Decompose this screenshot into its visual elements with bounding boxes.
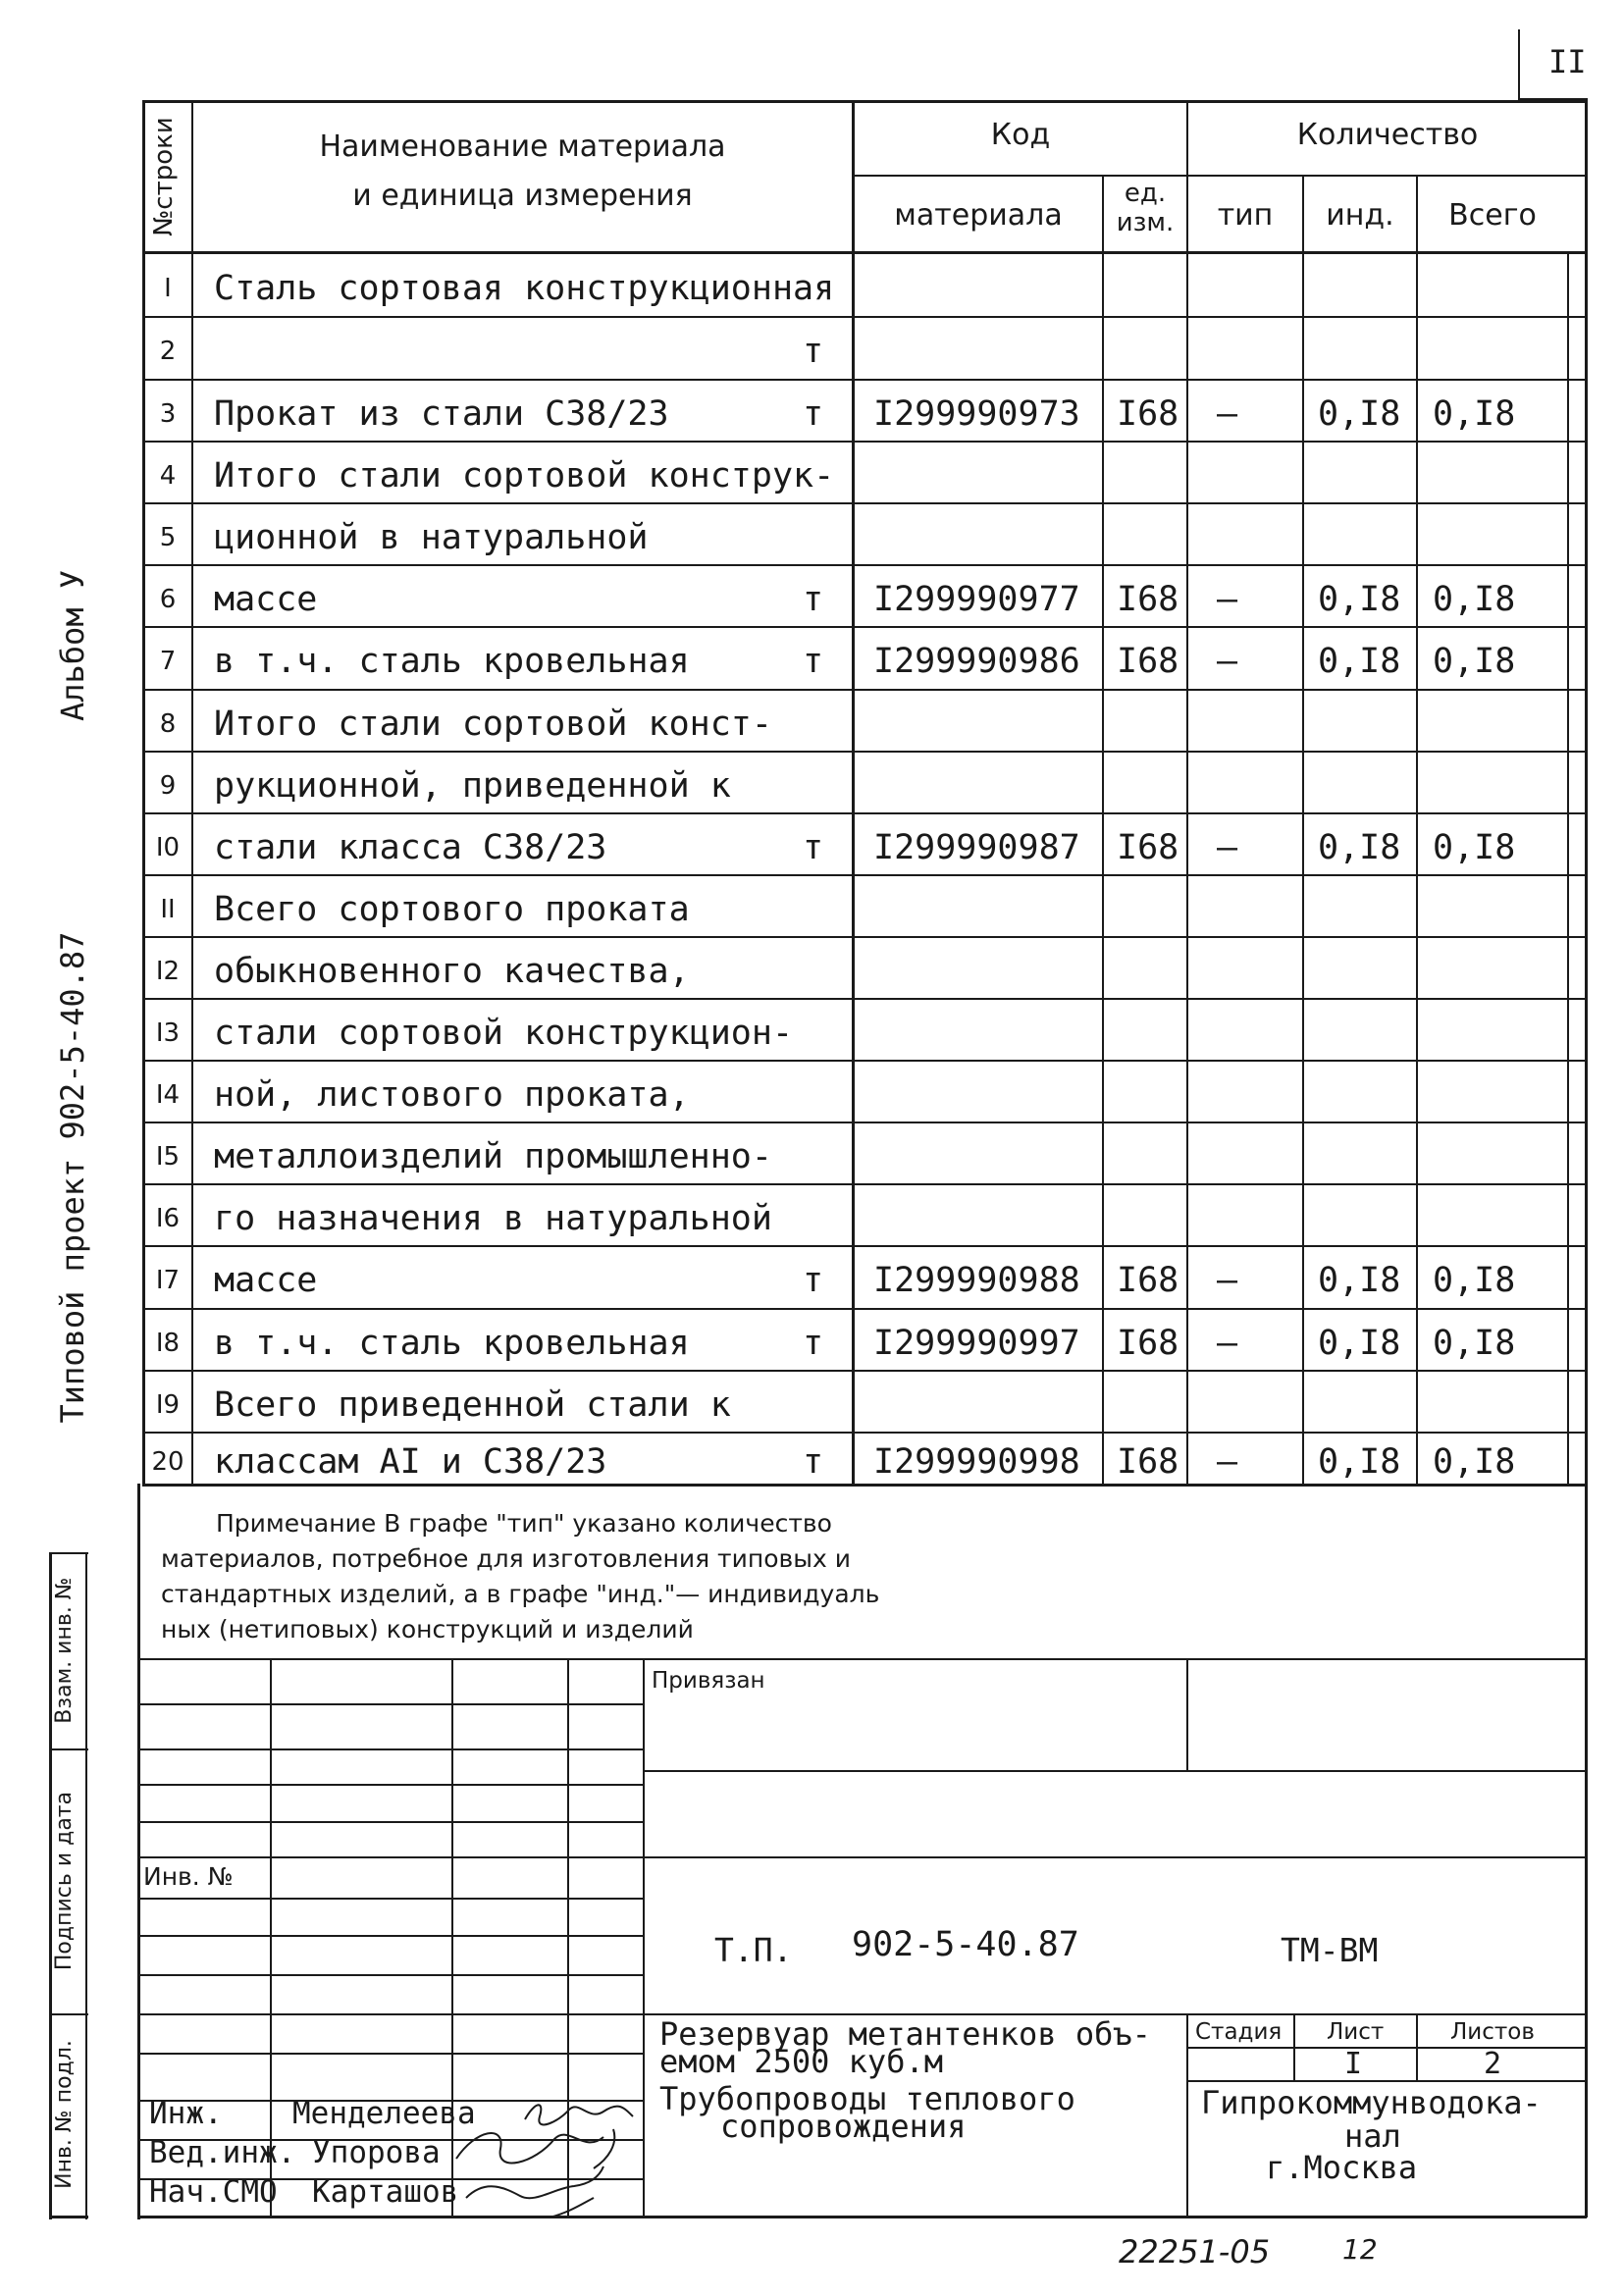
material-code: I299990973 [873,393,1080,434]
material-code: I299990998 [873,1441,1080,1482]
stamp-strip-right [85,1552,87,2219]
unit-label: т [803,1261,824,1300]
header-quantity: Количество [1296,118,1479,152]
qty-ind: 0,I8 [1318,1261,1401,1300]
tb-stage-mid [1186,2047,1587,2049]
row-separator [142,936,1587,938]
row-separator [142,1183,1587,1185]
header-q-ind: инд. [1326,198,1394,233]
tb-h4 [137,1821,645,1823]
header-code: Код [990,118,1051,152]
qty-type: – [1217,1441,1238,1482]
qty-total: 0,I8 [1433,1441,1516,1482]
row-separator [142,316,1587,318]
unit-code: I68 [1117,1323,1179,1363]
qty-total: 0,I8 [1433,1261,1516,1300]
material-code: I299990987 [873,827,1080,867]
qty-ind: 0,I8 [1318,393,1401,434]
header-bottom [142,251,1587,254]
material-name: в т.ч. сталь кровельная [214,642,690,681]
row-number: 2 [159,337,177,366]
tb-stage-bot [1186,2080,1587,2082]
material-code: I299990977 [873,579,1080,619]
unit-code: I68 [1117,1441,1179,1482]
qty-ind: 0,I8 [1318,579,1401,619]
row-separator [142,1245,1587,1247]
material-name: обыкновенного качества, [214,951,690,991]
row-number: I2 [155,956,181,986]
note-line2: материалов, потребное для изготовления типовых и [161,1544,851,1573]
tb-privyazan-bottom [643,1770,1587,1772]
unit-label: т [803,642,824,681]
title-line4: сопровождения [720,2108,967,2145]
org-line3: г.Москва [1266,2149,1418,2186]
tb-h10 [137,2053,645,2055]
material-name: классам AI и С38/23 [214,1441,607,1482]
row-number: 20 [151,1446,184,1477]
note-line4: ных (нетиповых) конструкций и изделий [161,1615,694,1644]
col-line-name [852,100,855,1486]
inv-no-label: Инв. № [143,1862,234,1891]
material-name: стали класса С38/23 [214,827,607,867]
tp-number: 902-5-40.87 [852,1925,1079,1964]
qty-type: – [1217,393,1238,434]
side-album: Альбом У [54,569,91,721]
header-q-type: тип [1217,198,1274,233]
table-top [142,100,1587,103]
row-number: I5 [155,1141,181,1172]
doc-code: ТМ-ВМ [1281,1931,1379,1969]
material-name: Прокат из стали С38/23 [214,393,669,434]
footer-doc-number: 22251-05 [1119,2233,1271,2270]
footer-page: 12 [1342,2233,1378,2266]
page-number: II [1548,43,1587,80]
signer-1-role: Инж. [149,2096,223,2131]
qty-total: 0,I8 [1433,1323,1516,1363]
unit-label: т [803,393,824,434]
tb-stage-left [1186,2013,1188,2218]
col-line-ed [1186,100,1188,1486]
header-name-line2: и единица измерения [352,179,693,213]
unit-code: I68 [1117,1261,1179,1300]
stamp-vzam: Взам. инв. № [52,1577,77,1724]
material-name: Сталь сортовая конструкционная [214,269,835,308]
row-number: 3 [159,398,177,429]
tb-privyazan-div [1186,1658,1188,1770]
row-separator [142,998,1587,1000]
unit-label: т [803,579,824,619]
header-code-material: материала [894,198,1063,233]
unit-label: т [803,1441,824,1482]
tb-v4 [643,1658,645,2218]
qty-total: 0,I8 [1433,579,1516,619]
row-number: I9 [155,1389,181,1420]
row-separator [142,689,1587,691]
unit-code: I68 [1117,579,1179,619]
material-name: металлоизделий промышленно- [214,1136,772,1176]
tb-h1 [137,1703,645,1705]
row-number: I4 [155,1079,181,1110]
unit-code: I68 [1117,827,1179,867]
sheets-label: Листов [1450,2019,1535,2045]
tb-h5 [137,1856,645,1858]
row-number: I7 [155,1266,181,1295]
tb-h7 [137,1935,645,1937]
row-separator [142,626,1587,628]
row-separator [142,1370,1587,1372]
material-code: I299990997 [873,1323,1080,1363]
stamp-div-2 [49,2013,88,2015]
unit-code: I68 [1117,642,1179,681]
tb-bottom [137,2216,1587,2218]
material-name: го назначения в натуральной [214,1198,772,1238]
header-name-line1: Наименование материала [319,130,726,164]
unit-code: I68 [1117,393,1179,434]
tb-h2 [137,1748,645,1750]
material-code: I299990988 [873,1261,1080,1300]
qty-total: 0,I8 [1433,393,1516,434]
stamp-div-1 [49,1748,88,1750]
qty-type: – [1217,1261,1238,1300]
material-name: рукционной, приведенной к [214,765,731,806]
material-name: Всего приведенной стали к [214,1384,731,1425]
material-name: Итого стали сортовой конструк- [214,455,835,496]
note-line3: стандартных изделий, а в графе "инд."— индивидуаль [161,1580,880,1608]
title-line2: емом 2500 куб.м [659,2043,943,2080]
signature-3 [461,2159,608,2227]
row-number: I8 [155,1328,181,1358]
row-separator [142,751,1587,753]
sheets-value: 2 [1484,2047,1502,2081]
note-line1: Примечание В графе "тип" указано количество [216,1509,832,1538]
row-number: I3 [155,1018,181,1048]
privyazan-label: Привязан [652,1668,765,1694]
material-name: ционной в натуральной [214,517,649,557]
qty-type: – [1217,1323,1238,1363]
stamp-podpis: Подпись и дата [52,1791,77,1971]
qty-ind: 0,I8 [1318,1441,1401,1482]
qty-ind: 0,I8 [1318,642,1401,681]
title-line1: Резервуар метантенков объ- [659,2015,1151,2053]
material-name: Итого стали сортовой конст- [214,704,772,744]
table-bottom [142,1484,1587,1487]
row-number: I6 [155,1203,181,1233]
org-line1: Гипрокоммунводока- [1201,2084,1542,2121]
row-number: 4 [159,460,177,491]
header-q-total: Всего [1448,198,1537,233]
tb-top [137,1658,1587,1660]
tb-left [137,1484,140,2219]
row-separator [142,1122,1587,1123]
row-number: 7 [159,647,177,676]
header-mid [852,175,1587,177]
material-name: ной, листового проката, [214,1074,690,1115]
qty-type: – [1217,642,1238,681]
tb-stage-v2 [1416,2013,1418,2082]
qty-ind: 0,I8 [1318,827,1401,867]
right-border [1585,98,1588,2218]
qty-type: – [1217,579,1238,619]
col-line-ind [1416,175,1418,1486]
tb-stage-v1 [1293,2013,1295,2082]
qty-total: 0,I8 [1433,827,1516,867]
header-code-unit: ед. изм. [1116,179,1175,237]
tp-label: Т.П. [714,1931,793,1969]
qty-ind: 0,I8 [1318,1323,1401,1363]
qty-type: – [1217,827,1238,867]
stage-label: Стадия [1195,2019,1283,2045]
row-separator [142,1308,1587,1310]
row-number: 6 [159,584,177,614]
row-separator [142,564,1587,566]
signer-2-role: Вед.инж. [149,2135,296,2170]
row-separator [142,812,1587,814]
row-separator [142,502,1587,504]
material-name: массе [214,579,318,619]
tb-h8 [137,1974,645,1976]
stamp-inv-podl: Инв. № подл. [52,2040,77,2189]
signer-3-name: Карташов [312,2174,459,2210]
sheet-value: I [1344,2047,1363,2081]
side-project: Типовой проект 902-5-40.87 [54,931,91,1424]
header-row-no: №строки [149,117,179,236]
tb-h6 [137,1898,645,1900]
row-number: 8 [159,708,177,739]
row-separator [142,874,1587,876]
row-separator [142,1060,1587,1062]
sheet-label: Лист [1327,2019,1385,2045]
unit-label: т [803,332,824,371]
row-number: I0 [155,832,181,862]
row-number: I [164,274,172,303]
stamp-strip-bottom [49,2216,88,2218]
signer-1-name: Менделеева [292,2096,476,2131]
material-name: стали сортовой конструкцион- [214,1013,794,1053]
signer-2-name: Упорова [312,2135,441,2170]
unit-label: т [803,1323,824,1363]
unit-label: т [803,827,824,867]
tb-tp-top [643,1856,1587,1858]
qty-total: 0,I8 [1433,642,1516,681]
col-line-last [1567,251,1569,1486]
title-line3: Трубопроводы теплового [659,2080,1075,2117]
material-name: массе [214,1261,318,1300]
material-code: I299990986 [873,642,1080,681]
page-number-box-left [1518,29,1520,100]
material-name: в т.ч. сталь кровельная [214,1323,690,1363]
row-separator [142,1432,1587,1434]
row-number: II [160,894,176,924]
tb-h3 [137,1784,645,1786]
material-name: Всего сортового проката [214,889,690,929]
signer-3-role: Нач.СМО [149,2174,278,2210]
row-number: 5 [159,522,177,552]
col-line-code [1102,175,1104,1486]
row-separator [142,379,1587,381]
row-separator [142,441,1587,443]
col-line-tip [1302,175,1304,1486]
row-number: 9 [159,770,177,801]
tb-v1 [270,1658,272,2218]
org-line2: нал [1344,2117,1401,2155]
